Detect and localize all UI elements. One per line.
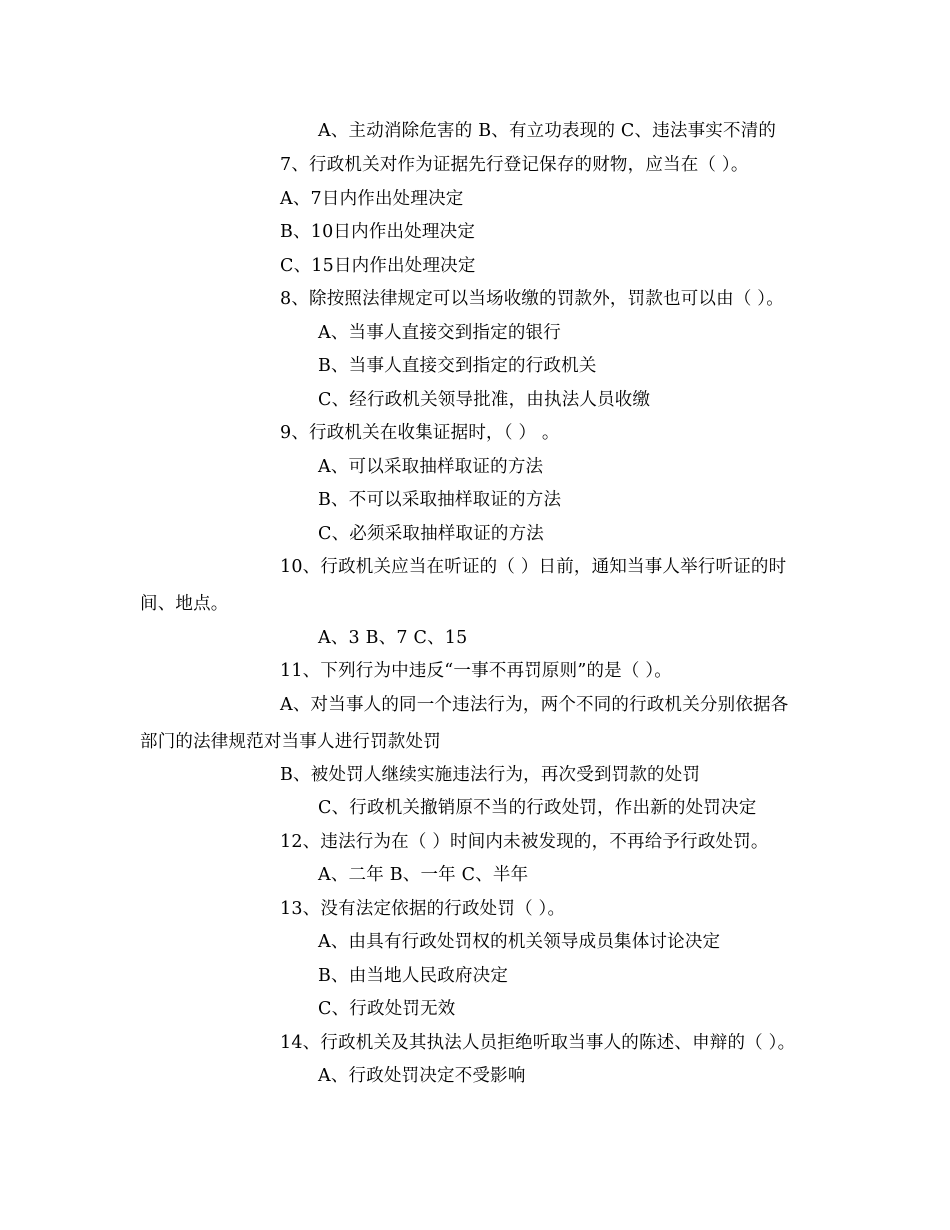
option-line: C、15日内作出处理决定: [280, 256, 476, 276]
option-line: B、当事人直接交到指定的行政机关: [318, 356, 597, 376]
option-line: A、3 B、7 C、15: [318, 628, 468, 648]
option-line: C、行政机关撤销原不当的行政处罚，作出新的处罚决定: [318, 798, 757, 818]
option-line: A、可以采取抽样取证的方法: [318, 457, 544, 477]
option-line: B、10日内作出处理决定: [280, 222, 476, 242]
option-line: A、行政处罚决定不受影响: [318, 1066, 526, 1086]
option-line: B、不可以采取抽样取证的方法: [318, 490, 562, 510]
question-9: 9、行政机关在收集证据时，（ ） 。: [280, 423, 560, 443]
option-line: B、由当地人民政府决定: [318, 966, 509, 986]
question-8: 8、除按照法律规定可以当场收缴的罚款外，罚款也可以由（ ）。: [280, 289, 784, 309]
question-11: 11、下列行为中违反“一事不再罚原则”的是（ ）。: [280, 661, 672, 681]
question-10-continued: 间、地点。: [140, 594, 229, 614]
option-line: A、对当事人的同一个违法行为，两个不同的行政机关分别依据各: [280, 695, 789, 715]
question-12: 12、违法行为在（ ）时间内未被发现的，不再给予行政处罚。: [280, 832, 769, 852]
question-13: 13、没有法定依据的行政处罚（ ）。: [280, 899, 566, 919]
option-line: A、7日内作出处理决定: [280, 189, 464, 209]
question-10: 10、行政机关应当在听证的（ ）日前，通知当事人举行听证的时: [280, 557, 787, 577]
option-line: C、行政处罚无效: [318, 999, 456, 1019]
option-line: A、二年 B、一年 C、半年: [318, 865, 529, 885]
question-14: 14、行政机关及其执法人员拒绝听取当事人的陈述、申辩的（ ）。: [280, 1033, 796, 1053]
option-line: B、被处罚人继续实施违法行为，再次受到罚款的处罚: [280, 765, 701, 785]
option-line: A、主动消除危害的 B、有立功表现的 C、违法事实不清的: [318, 121, 777, 141]
option-line: C、经行政机关领导批准，由执法人员收缴: [318, 390, 651, 410]
option-line: A、当事人直接交到指定的银行: [318, 323, 561, 343]
question-7: 7、行政机关对作为证据先行登记保存的财物，应当在（ ）。: [280, 155, 749, 175]
option-line: A、由具有行政处罚权的机关领导成员集体讨论决定: [318, 932, 721, 952]
option-line-continued: 部门的法律规范对当事人进行罚款处罚: [140, 732, 441, 752]
option-line: C、必须采取抽样取证的方法: [318, 524, 544, 544]
